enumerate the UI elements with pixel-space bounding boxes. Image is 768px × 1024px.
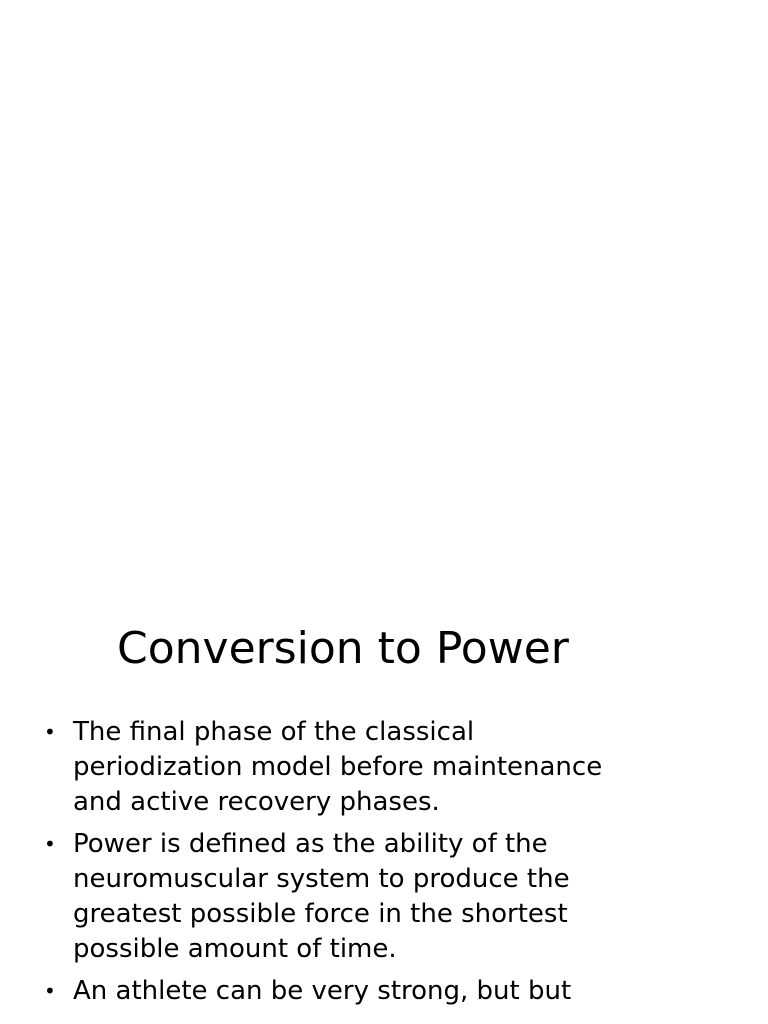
bullet-line: neuromuscular system to produce the <box>73 864 570 894</box>
bullet-line: possible amount of time. <box>73 934 397 964</box>
bullet-line: The final phase of the classical <box>73 717 475 747</box>
bullet-line: greatest possible force in the shortest <box>73 899 568 929</box>
bullet-item <box>42 715 722 820</box>
bullet-line: and active recovery phases. <box>73 787 440 817</box>
bullet-marker: • <box>44 720 56 744</box>
bullet-line: An athlete can be very strong, but but <box>73 976 572 1006</box>
slide-title: Conversion to Power <box>117 623 569 674</box>
bullet-list <box>42 715 722 1016</box>
bullet-item <box>42 974 722 1009</box>
bullet-item <box>42 827 722 967</box>
bullet-line: Power is defined as the ability of the <box>73 829 548 859</box>
bullet-marker: • <box>44 979 56 1003</box>
bullet-marker: • <box>44 832 56 856</box>
bullet-line: periodization model before maintenance <box>73 752 603 782</box>
